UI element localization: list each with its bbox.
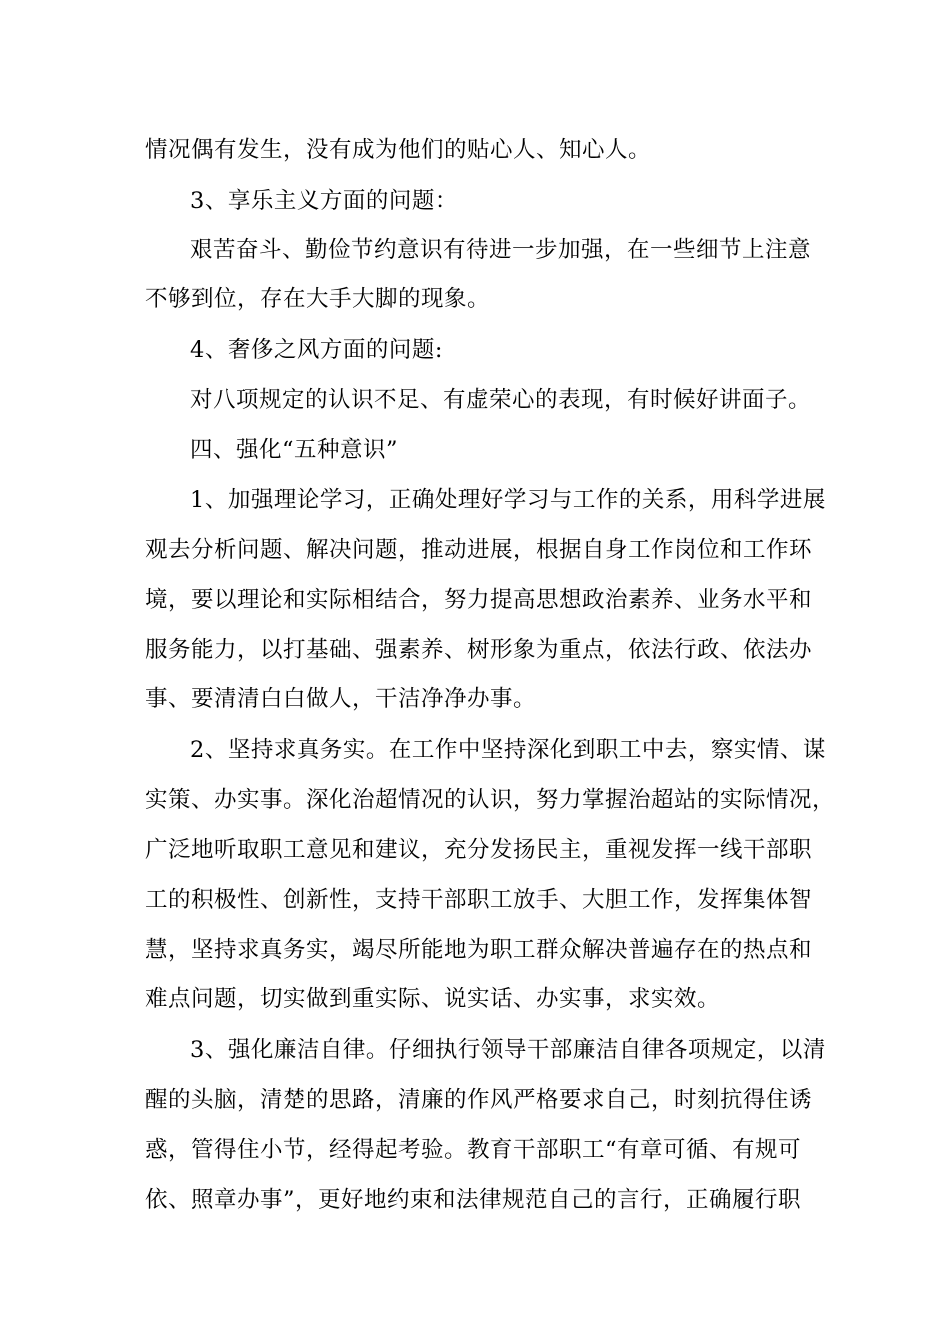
body-text-line: 1、加强理论学习，正确处理好学习与工作的关系，用科学进展 [190, 487, 826, 513]
body-text-line: 2、坚持求真务实。在工作中坚持深化到职工中去，察实情、谋 [190, 737, 826, 763]
body-text-line: 依、照章办事”，更好地约束和法律规范自己的言行，正确履行职 [145, 1187, 802, 1213]
section-heading: 3、享乐主义方面的问题： [190, 188, 458, 214]
section-heading: 4、奢侈之风方面的问题: [190, 337, 443, 363]
body-text-line: 3、强化廉洁自律。仔细执行领导干部廉洁自律各项规定，以清 [190, 1037, 826, 1063]
body-text-line: 不够到位，存在大手大脚的现象。 [145, 286, 491, 312]
body-text-line: 服务能力，以打基础、强素养、树形象为重点，依法行政、依法办 [145, 637, 813, 663]
body-text-line: 事、要清清白白做人，干洁净净办事。 [145, 686, 537, 712]
body-text-line: 境，要以理论和实际相结合，努力提高思想政治素养、业务水平和 [145, 587, 813, 613]
body-text-line: 实策、办实事。深化治超情况的认识，努力掌握治超站的实际情况， [145, 787, 836, 813]
body-text-line: 观去分析问题、解决问题，推动进展，根据自身工作岗位和工作环 [145, 537, 813, 563]
body-text-line: 艰苦奋斗、勤俭节约意识有待进一步加强，在一些细节上注意 [190, 237, 812, 263]
body-text-line: 情况偶有发生，没有成为他们的贴心人、知心人。 [145, 137, 652, 163]
section-heading: 四、强化“五种意识” [190, 437, 399, 463]
body-text-line: 醒的头脑，清楚的思路，清廉的作风严格要求自己，时刻抗得住诱 [145, 1087, 813, 1113]
body-text-line: 对八项规定的认识不足、有虚荣心的表现，有时候好讲面子。 [190, 387, 812, 413]
body-text-line: 慧，坚持求真务实，竭尽所能地为职工群众解决普遍存在的热点和 [145, 937, 813, 963]
body-text-line: 惑，管得住小节，经得起考验。教育干部职工“有章可循、有规可 [145, 1137, 802, 1163]
body-text-line: 工的积极性、创新性，支持干部职工放手、大胆工作，发挥集体智 [145, 887, 813, 913]
body-text-line: 难点问题，切实做到重实际、说实话、办实事，求实效。 [145, 986, 721, 1012]
body-text-line: 广泛地听取职工意见和建议，充分发扬民主，重视发挥一线干部职 [145, 837, 813, 863]
